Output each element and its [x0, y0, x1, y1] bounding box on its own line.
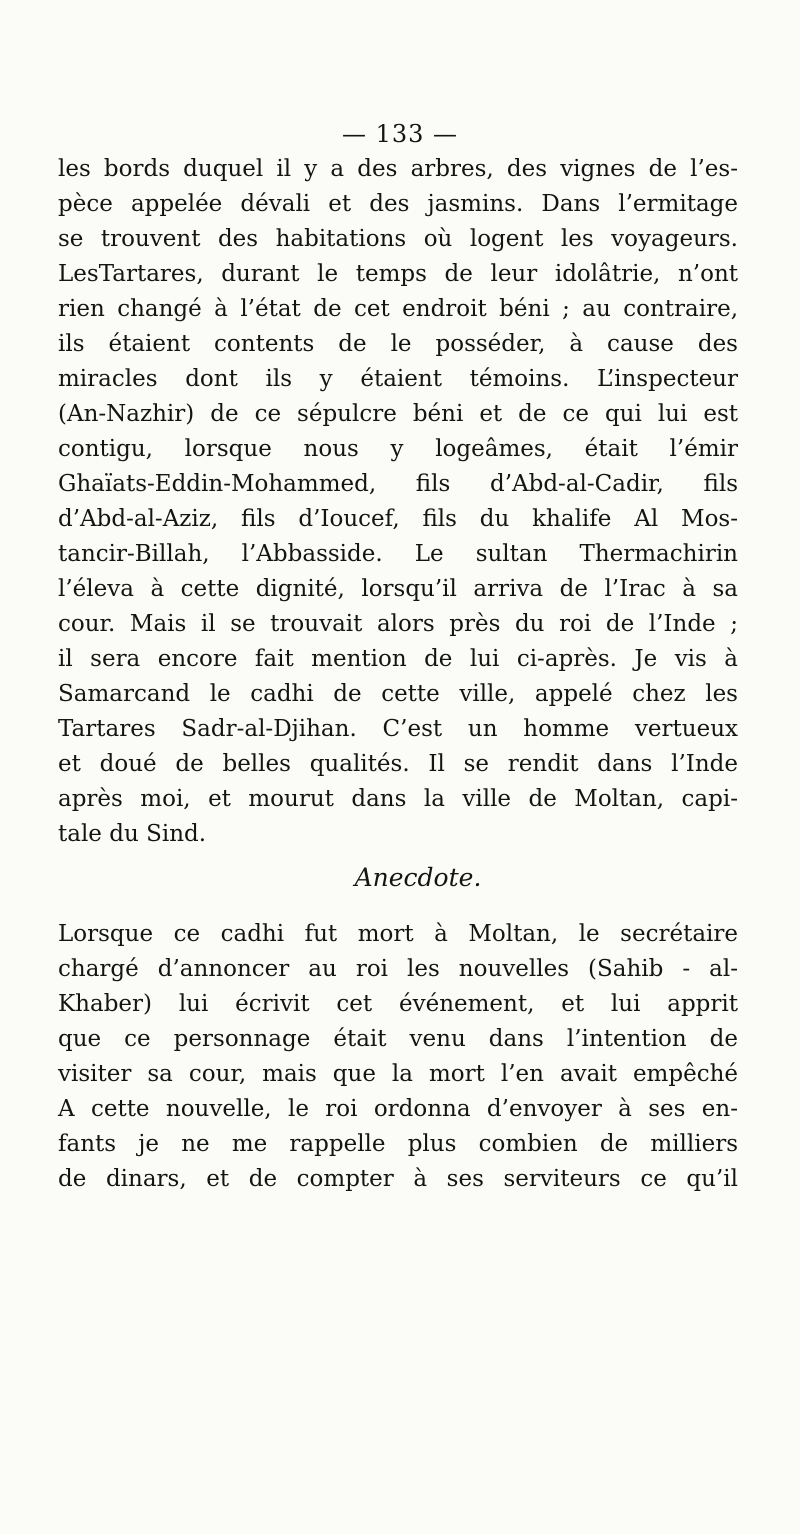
- text-line: fants je ne me rappelle plus combien de milliers: [58, 1131, 738, 1157]
- text-line: se trouvent des habitations où logent les voyageurs.: [58, 226, 738, 252]
- text-line: miracles dont ils y étaient témoins. L’inspecteur: [58, 366, 738, 392]
- text-line: cour. Mais il se trouvait alors près du roi de l’Inde ;: [58, 611, 738, 637]
- paragraph-2: [58, 917, 738, 1197]
- text-line: (An-Nazhir) de ce sépulcre béni et de ce qui lui est: [58, 401, 738, 427]
- text-line: Khaber) lui écrivit cet événement, et lui apprit: [58, 991, 738, 1017]
- text-line: chargé d’annoncer au roi les nouvelles (Sahib - al-: [58, 956, 738, 982]
- text-line: d’Abd-al-Aziz, fils d’Ioucef, fils du khalife Al Mos-: [58, 506, 738, 532]
- text-line: Ghaïats-Eddin-Mohammed, fils d’Abd-al-Cadir, fils: [58, 471, 738, 497]
- text-line: contigu, lorsque nous y logeâmes, était l’émir: [58, 436, 738, 462]
- text-line: visiter sa cour, mais que la mort l’en avait empêché: [58, 1061, 738, 1087]
- text-line: après moi, et mourut dans la ville de Moltan, capi-: [58, 786, 738, 812]
- text-line: A cette nouvelle, le roi ordonna d’envoyer à ses en-: [58, 1096, 738, 1122]
- page-number: — 133 —: [341, 120, 459, 148]
- text-line: l’éleva à cette dignité, lorsqu’il arriva de l’Irac à sa: [58, 576, 738, 602]
- text-line: pèce appelée dévali et des jasmins. Dans l’ermitage: [58, 191, 738, 217]
- text-line: Lorsque ce cadhi fut mort à Moltan, le secrétaire: [58, 921, 738, 947]
- section-heading: Anecdote.: [354, 863, 482, 892]
- text-line: de dinars, et de compter à ses serviteurs ce qu’il: [58, 1166, 738, 1192]
- text-line: ils étaient contents de le posséder, à cause des: [58, 331, 738, 357]
- text-line: tale du Sind.: [58, 821, 207, 847]
- text-line: Tartares Sadr-al-Djihan. C’est un homme vertueux: [58, 716, 738, 742]
- text-line: rien changé à l’état de cet endroit béni ; au contraire,: [58, 296, 738, 322]
- text-line: Samarcand le cadhi de cette ville, appelé chez les: [58, 681, 738, 707]
- text-line: il sera encore fait mention de lui ci-après. Je vis à: [58, 646, 738, 672]
- text-line: que ce personnage était venu dans l’intention de: [58, 1026, 738, 1052]
- text-line: LesTartares, durant le temps de leur idolâtrie, n’ont: [58, 261, 738, 287]
- body-text: [58, 152, 738, 1197]
- text-line: les bords duquel il y a des arbres, des vignes de l’es-: [58, 156, 738, 182]
- paragraph-1: [58, 152, 738, 852]
- text-line: tancir-Billah, l’Abbasside. Le sultan Thermachirin: [58, 541, 738, 567]
- text-line: et doué de belles qualités. Il se rendit dans l’Inde: [58, 751, 738, 777]
